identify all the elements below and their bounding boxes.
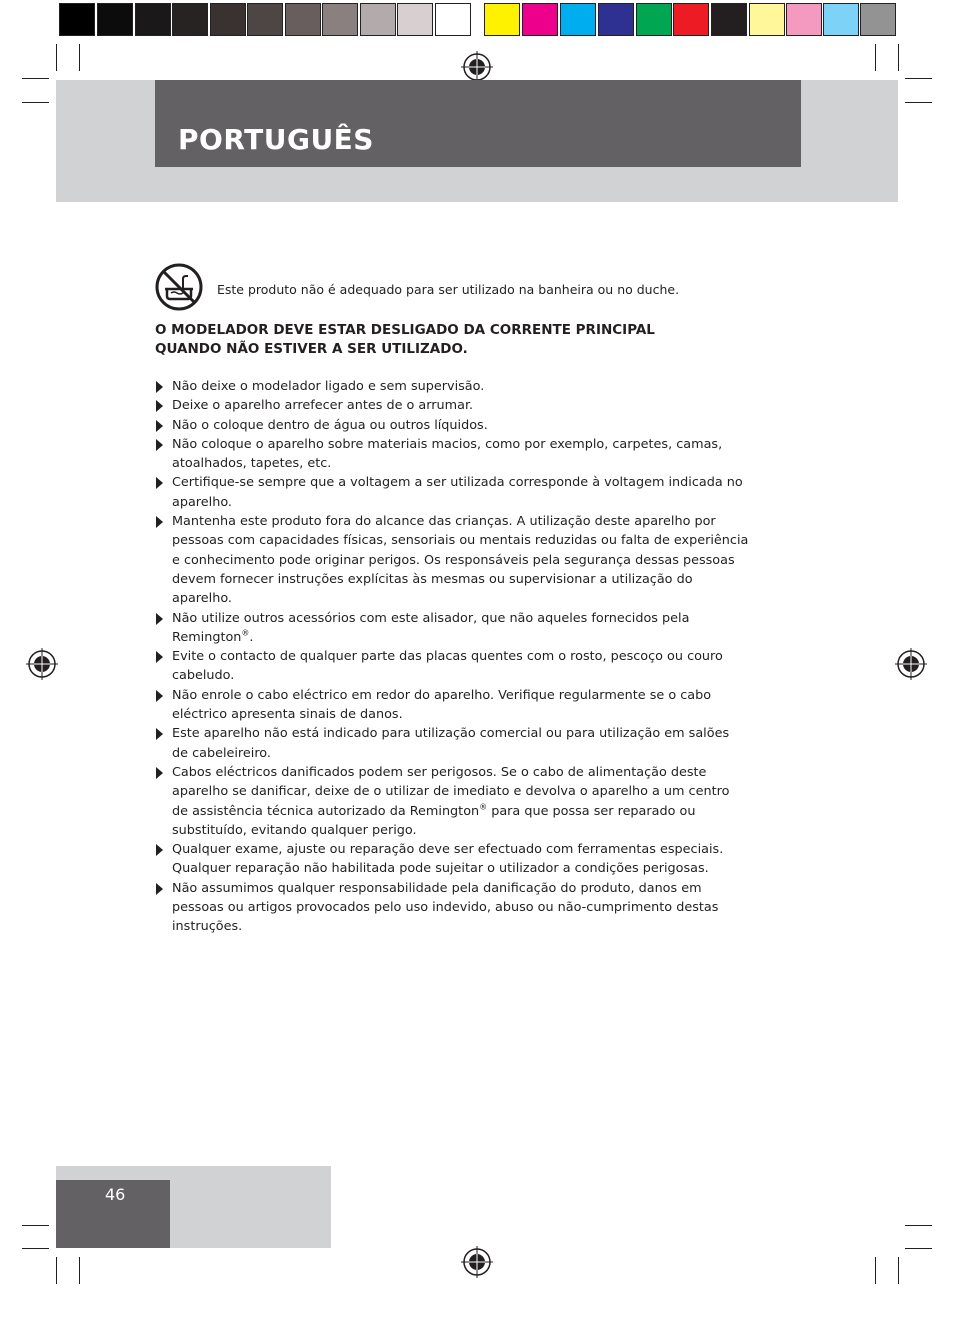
list-item-line: aparelho se danificar, deixe de o utilizar de imediato e devolva o aparelho a um centro [172, 784, 730, 800]
crop-mark [79, 44, 80, 71]
triangle-bullet-icon [156, 420, 163, 432]
color-swatch [522, 3, 558, 36]
brand-text: Remington [172, 629, 242, 645]
list-item-line: pessoas com capacidades físicas, sensoriais ou mentais reduzidas ou falta de experiência [172, 533, 749, 549]
no-bath-icon [155, 263, 203, 311]
crop-mark [898, 1257, 899, 1284]
color-swatch [285, 3, 321, 36]
triangle-bullet-icon [156, 516, 163, 528]
triangle-bullet-icon [156, 883, 163, 895]
list-item-line: Evite o contacto de qualquer parte das placas quentes com o rosto, pescoço ou couro [172, 649, 723, 665]
list-item-line [172, 802, 780, 821]
list-item [155, 609, 780, 648]
list-item-line: instruções. [172, 919, 243, 935]
list-item [155, 512, 780, 608]
list-item-line: atoalhados, tapetes, etc. [172, 456, 332, 472]
brand-text: de assistência técnica autorizado da Remington [172, 803, 480, 819]
safety-instructions-list [155, 377, 780, 937]
list-item-line: aparelho. [172, 494, 232, 510]
list-item [155, 416, 780, 435]
color-swatch [673, 3, 709, 36]
list-item-line: Mantenha este produto fora do alcance das crianças. A utilização deste aparelho por [172, 514, 716, 530]
triangle-bullet-icon [156, 477, 163, 489]
triangle-bullet-icon [156, 728, 163, 740]
crop-mark [905, 1248, 932, 1249]
crop-mark [875, 44, 876, 71]
color-swatch [135, 3, 171, 36]
registration-mark-icon [26, 648, 58, 680]
registration-mark-icon [895, 648, 927, 680]
notice-line: O MODELADOR DEVE ESTAR DESLIGADO DA CORRENTE PRINCIPAL [155, 322, 655, 338]
crop-mark [905, 102, 932, 103]
list-item [155, 396, 780, 415]
page-number: 46 [105, 1185, 126, 1204]
list-item-line: Cabos eléctricos danificados podem ser perigosos. Se o cabo de alimentação deste [172, 764, 707, 780]
registered-mark: ® [241, 628, 250, 638]
registration-mark-icon [461, 1246, 493, 1278]
triangle-bullet-icon [156, 381, 163, 393]
list-item-line: Não enrole o cabo eléctrico em redor do aparelho. Verifique regularmente se o cabo [172, 687, 712, 703]
list-item-line: devem fornecer instruções explícitas às mesmas ou supervisionar a utilização do [172, 571, 693, 587]
list-item [155, 763, 780, 840]
list-item [155, 686, 780, 725]
brand-text-after: para que possa ser reparado ou [487, 803, 696, 819]
crop-mark [875, 1257, 876, 1284]
list-item-line: aparelho. [172, 591, 232, 607]
list-item [155, 473, 780, 512]
list-item [155, 840, 780, 879]
triangle-bullet-icon [156, 651, 163, 663]
triangle-bullet-icon [156, 400, 163, 412]
crop-mark [56, 1257, 57, 1284]
color-swatch [210, 3, 246, 36]
color-swatch [322, 3, 358, 36]
crop-mark [22, 1225, 49, 1226]
color-swatch [786, 3, 822, 36]
list-item [155, 435, 780, 474]
list-item [155, 377, 780, 396]
crop-mark [22, 1248, 49, 1249]
list-item-line: pessoas ou artigos provocados pelo uso indevido, abuso ou não-cumprimento destas [172, 900, 719, 916]
list-item [155, 879, 780, 937]
crop-mark [22, 78, 49, 79]
list-item [155, 647, 780, 686]
crop-mark [905, 1225, 932, 1226]
list-item-line: Este aparelho não está indicado para utilização comercial ou para utilização em salões [172, 726, 730, 742]
color-swatch [97, 3, 133, 36]
color-swatch [636, 3, 672, 36]
registered-mark: ® [479, 802, 488, 812]
list-item-line: Não assumimos qualquer responsabilidade pela danificação do produto, danos em [172, 880, 702, 896]
list-item-line: Não deixe o modelador ligado e sem supervisão. [172, 379, 485, 394]
notice-line: QUANDO NÃO ESTIVER A SER UTILIZADO. [155, 341, 468, 357]
color-swatch [484, 3, 520, 36]
list-item-line [172, 628, 780, 647]
list-item-line: Qualquer exame, ajuste ou reparação deve ser efectuado com ferramentas especiais. [172, 842, 724, 858]
page-title: PORTUGUÊS [178, 123, 374, 156]
triangle-bullet-icon [156, 690, 163, 702]
color-swatch [172, 3, 208, 36]
registration-mark-icon [461, 51, 493, 83]
list-item-line: Não coloque o aparelho sobre materiais macios, como por exemplo, carpetes, camas, [172, 436, 723, 452]
unplug-notice [155, 321, 775, 359]
triangle-bullet-icon [156, 844, 163, 856]
triangle-bullet-icon [156, 613, 163, 625]
color-swatch [59, 3, 95, 36]
crop-mark [898, 44, 899, 71]
color-swatch [749, 3, 785, 36]
color-swatch [360, 3, 396, 36]
crop-mark [79, 1257, 80, 1284]
color-swatch [435, 3, 471, 36]
list-item-line: Qualquer reparação não habilitada pode sujeitar o utilizador a condições perigosas. [172, 861, 709, 877]
color-swatch [560, 3, 596, 36]
list-item-line: e conhecimento pode originar perigos. Os responsáveis pela segurança dessas pessoas [172, 552, 735, 568]
list-item-line: Não utilize outros acessórios com este alisador, que não aqueles fornecidos pela [172, 610, 690, 626]
color-swatch [397, 3, 433, 36]
list-item-line: cabeludo. [172, 668, 235, 684]
color-swatch [823, 3, 859, 36]
brand-text-after: . [249, 629, 254, 645]
list-item-line: Não o coloque dentro de água ou outros líquidos. [172, 417, 488, 433]
color-swatch [711, 3, 747, 36]
list-item-line: Certifique-se sempre que a voltagem a ser utilizada corresponde à voltagem indicada no [172, 475, 743, 491]
color-swatch [598, 3, 634, 36]
color-swatch [247, 3, 283, 36]
crop-mark [905, 78, 932, 79]
list-item-line: eléctrico apresenta sinais de danos. [172, 707, 403, 723]
list-item-line: Deixe o aparelho arrefecer antes de o arrumar. [172, 398, 474, 414]
crop-mark [56, 44, 57, 71]
triangle-bullet-icon [156, 439, 163, 451]
list-item-line: substituído, evitando qualquer perigo. [172, 822, 417, 838]
warning-text: Este produto não é adequado para ser utilizado na banheira ou no duche. [217, 282, 680, 297]
list-item [155, 724, 780, 763]
crop-mark [22, 102, 49, 103]
color-swatch [860, 3, 896, 36]
list-item-line: de cabeleireiro. [172, 745, 271, 761]
triangle-bullet-icon [156, 767, 163, 779]
